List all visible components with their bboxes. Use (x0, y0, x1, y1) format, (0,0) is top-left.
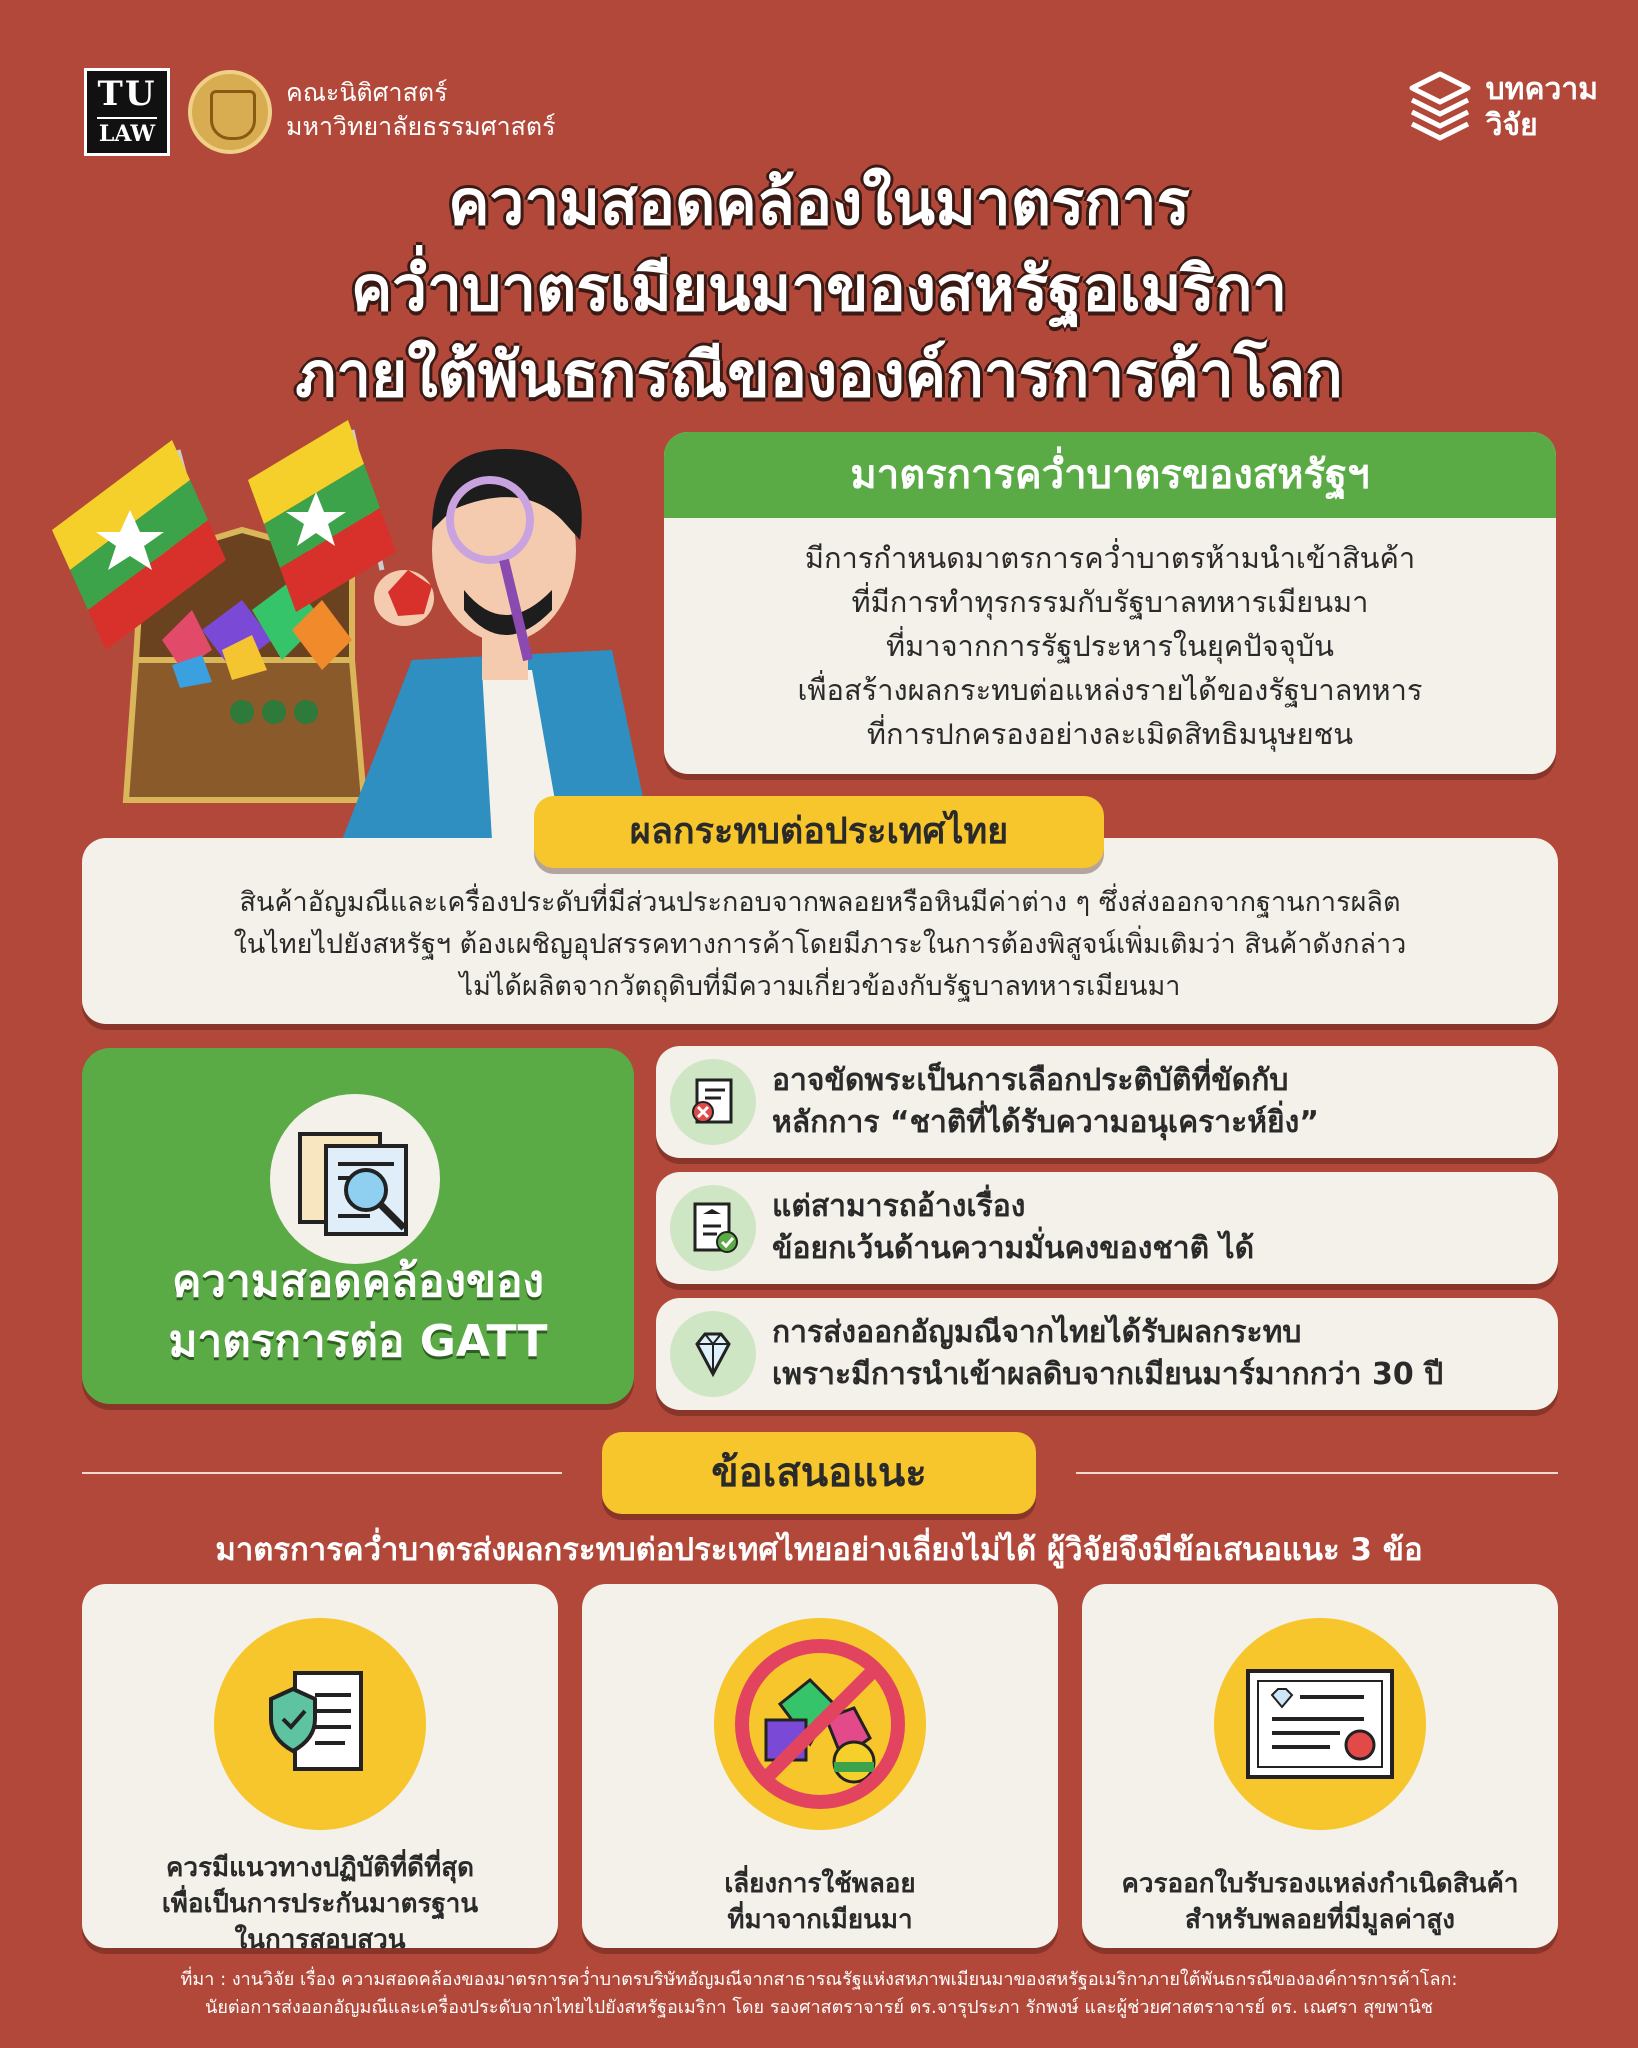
diamond-icon (670, 1311, 756, 1397)
title-line-3: ภายใต้พันธกรณีขององค์การการค้าโลก (295, 338, 1343, 411)
source-line-1: ที่มา : งานวิจัย เรื่อง ความสอดคล้องของมาตรการคว่ำบาตรบริษัทอัญมณีจากสาธารณรัฐแห่งสหภาพเมียนมาของสหรัฐอเมริกาภายใต้พันธกรณีขององค์การการค้าโลก: (180, 1969, 1458, 1990)
us-sanction-heading: มาตรการคว่ำบาตรของสหรัฐฯ (664, 432, 1556, 518)
gatt-point-text: แต่สามารถอ้างเรื่อง (772, 1189, 1026, 1224)
title-line-2: คว่ำบาตรเมียนมาของสหรัฐอเมริกา (350, 252, 1288, 325)
gatt-compliance-card (82, 1048, 634, 1404)
research-article-tag (1408, 70, 1598, 146)
suggestion-line: เลี่ยงการใช้พลอย (724, 1869, 916, 1899)
suggestion-card-1 (82, 1584, 558, 1955)
us-sanction-card (664, 432, 1556, 774)
faculty-line-2: มหาวิทยาลัยธรรมศาสตร์ (286, 112, 556, 141)
faculty-line-1: คณะนิติศาสตร์ (286, 78, 448, 107)
divider-right (1076, 1472, 1558, 1474)
university-seal-icon (188, 70, 272, 154)
suggestion-caption (92, 1850, 548, 1958)
layers-icon (1408, 70, 1472, 146)
source-line-2: นัยต่อการส่งออกอัญมณีและเครื่องประดับจากไทยไปยังสหรัฐอเมริกา โดย รองศาสตราจารย์ ดร.จารุประภา รักพงษ์ และผู้ช่วยศาสตราจารย์ ดร. เณศรา สุขพานิช (205, 1997, 1433, 2018)
gatt-title (82, 1252, 634, 1372)
gatt-point-text: ข้อยกเว้นด้านความมั่นคงของชาติ ได้ (772, 1231, 1255, 1266)
us-sanction-line: ที่มีการทำทุรกรรมกับรัฐบาลทหารเมียนมา (851, 585, 1369, 619)
suggestion-line: เพื่อเป็นการประกันมาตรฐาน (161, 1889, 479, 1919)
us-sanction-line: เพื่อสร้างผลกระทบต่อแหล่งรายได้ของรัฐบาลทหาร (797, 673, 1423, 707)
suggestion-card-3 (1082, 1584, 1558, 1948)
page-title (0, 160, 1638, 418)
logo-text-top: TU (97, 74, 157, 114)
gatt-point-text: การส่งออกอัญมณีจากไทยได้รับผลกระทบ (772, 1315, 1302, 1350)
suggestion-line: ควรออกใบรับรองแหล่งกำเนิดสินค้า (1121, 1869, 1519, 1899)
gem-inspector-illustration (52, 420, 712, 840)
tag-line-2: วิจัย (1485, 108, 1538, 143)
impact-line: ในไทยไปยังสหรัฐฯ ต้องเผชิญอุปสรรคทางการค้าโดยมีภาระในการต้องพิสูจน์เพิ่มเติมว่า สินค้าดังกล่าว (233, 929, 1407, 960)
suggestion-line: สำหรับพลอยที่มีมูลค่าสูง (1185, 1905, 1455, 1935)
us-sanction-line: ที่มาจากการรัฐประหารในยุคปัจจุบัน (886, 629, 1334, 663)
gatt-point-2 (656, 1172, 1558, 1284)
us-sanction-line: ที่การปกครองอย่างละเมิดสิทธิมนุษยชน (866, 717, 1354, 751)
logo-text-bottom: LAW (97, 117, 157, 149)
suggestions-subheading: มาตรการคว่ำบาตรส่งผลกระทบต่อประเทศไทยอย่างเลี่ยงไม่ได้ ผู้วิจัยจึงมีข้อเสนอแนะ 3 ข้อ (215, 1532, 1423, 1568)
faculty-name (286, 76, 556, 144)
person-with-magnifier-icon (342, 449, 652, 840)
source-citation (60, 1966, 1578, 2022)
impact-line: สินค้าอัญมณีและเครื่องประดับที่มีส่วนประกอบจากพลอยหรือหินมีค่าต่าง ๆ ซึ่งส่งออกจากฐานการผลิต (239, 887, 1401, 918)
shield-document-icon (214, 1618, 426, 1830)
suggestion-card-2 (582, 1584, 1058, 1948)
gatt-point-text: หลักการ “ชาติที่ได้รับความอนุเคราะห์ยิ่ง” (772, 1105, 1319, 1140)
rejected-document-icon (670, 1059, 756, 1145)
suggestion-line: ควรมีแนวทางปฏิบัติที่ดีที่สุด (166, 1853, 474, 1883)
suggestion-line: ในการสอบสวน (234, 1925, 406, 1955)
impact-line: ไม่ได้ผลิตจากวัตถุดิบที่มีความเกี่ยวข้องกับรัฐบาลทหารเมียนมา (459, 971, 1181, 1002)
suggestion-caption (592, 1866, 1048, 1938)
title-line-1: ความสอดคล้องในมาตรการ (448, 166, 1190, 239)
suggestion-line: ที่มาจากเมียนมา (727, 1905, 913, 1935)
document-search-icon (270, 1094, 440, 1264)
suggestions-heading: ข้อเสนอแนะ (602, 1432, 1036, 1514)
tu-law-logo (84, 68, 170, 156)
suggestion-caption (1092, 1866, 1548, 1938)
gatt-point-text: อาจขัดพระเป็นการเลือกประติบัติที่ขัดกับ (772, 1063, 1289, 1098)
tag-line-1: บทความ (1485, 72, 1598, 107)
gatt-title-line-2: มาตรการต่อ GATT (168, 1316, 548, 1367)
no-gems-icon (714, 1618, 926, 1830)
us-sanction-line: มีการกำหนดมาตรการคว่ำบาตรห้ามนำเข้าสินค้า (804, 541, 1416, 575)
gatt-point-1 (656, 1046, 1558, 1158)
approved-document-icon (670, 1185, 756, 1271)
gatt-title-line-1: ความสอดคล้องของ (171, 1256, 544, 1307)
us-sanction-body (664, 518, 1556, 774)
divider-left (82, 1472, 562, 1474)
gatt-point-3 (656, 1298, 1558, 1410)
impact-heading: ผลกระทบต่อประเทศไทย (534, 796, 1104, 868)
certificate-icon (1214, 1618, 1426, 1830)
gatt-point-text: เพราะมีการนำเข้าผลดิบจากเมียนมาร์มากกว่า 30 ปี (772, 1357, 1444, 1392)
